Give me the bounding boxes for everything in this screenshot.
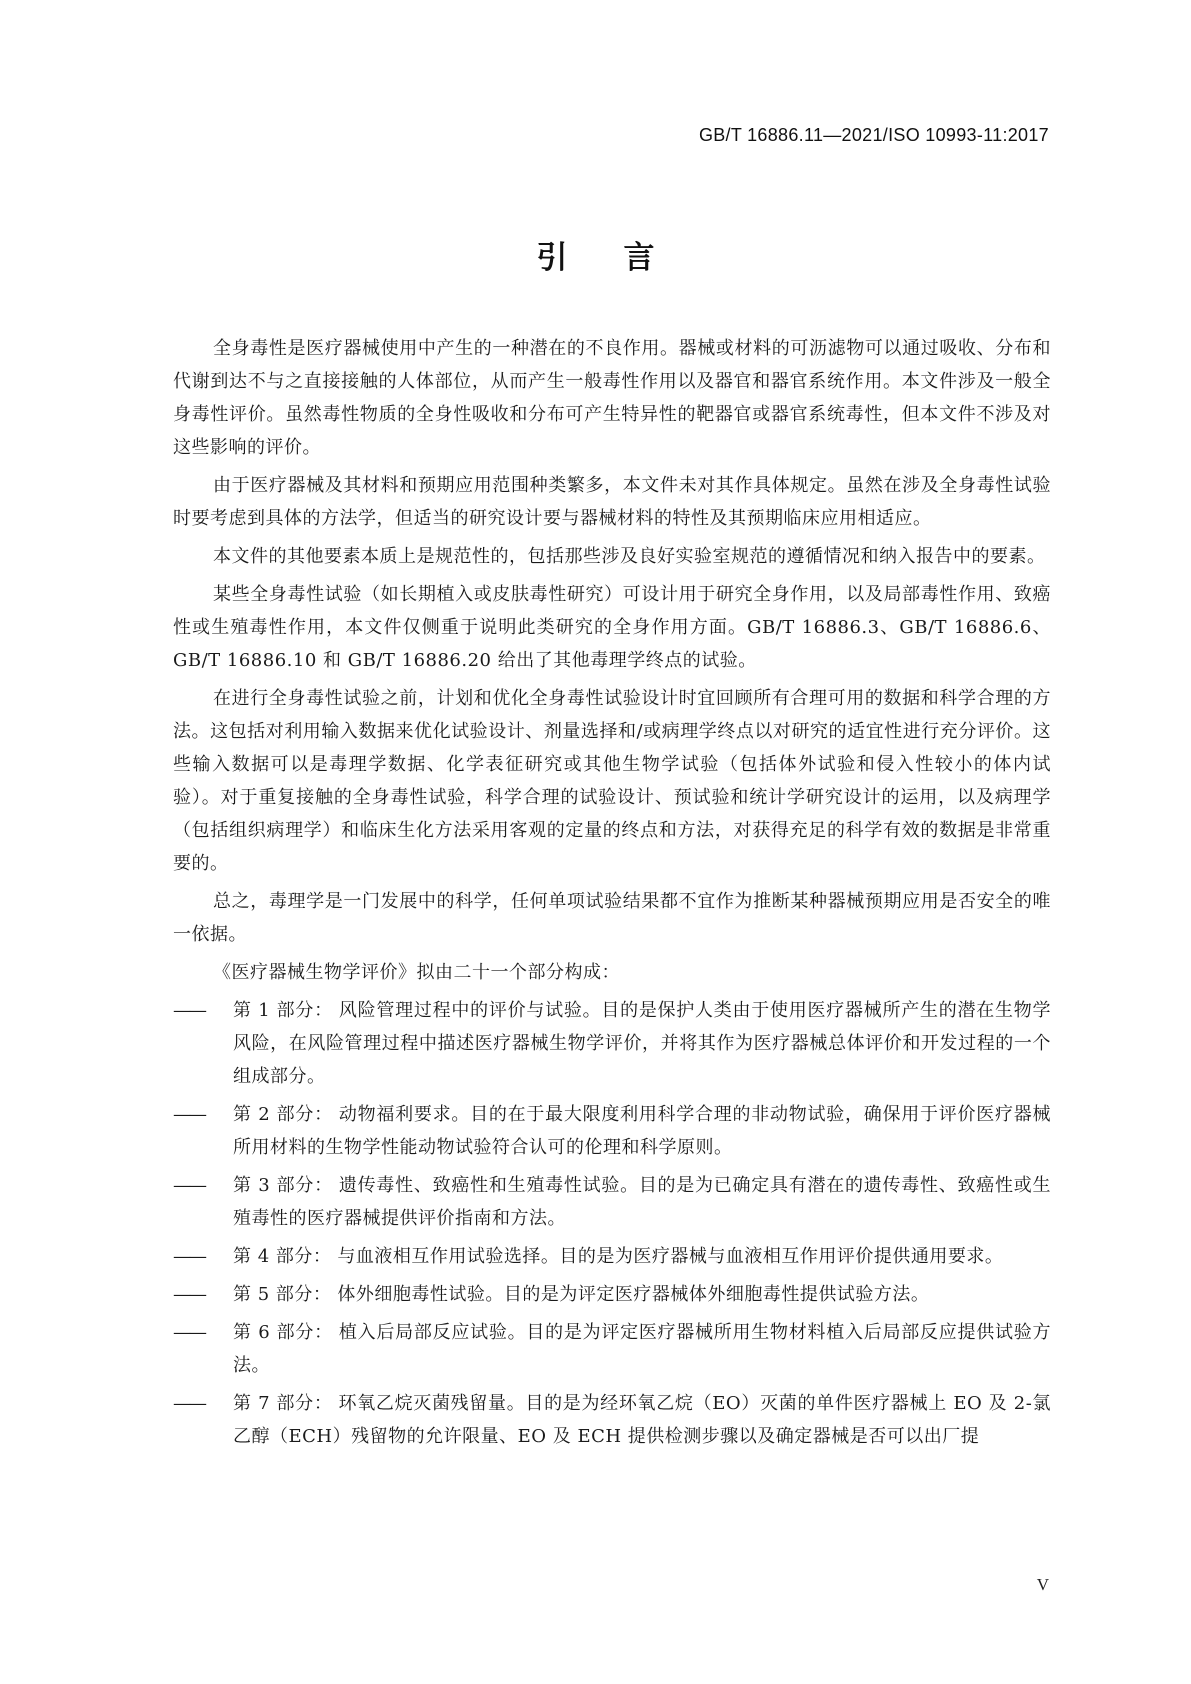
dash-marker: —— — [173, 1322, 205, 1343]
paragraph: 本文件的其他要素本质上是规范性的，包括那些涉及良好实验室规范的遵循情况和纳入报告中的要素。 — [213, 546, 1046, 567]
part-description: 与血液相互作用试验选择。目的是为医疗器械与血液相互作用评价提供通用要求。 — [337, 1246, 1004, 1267]
list-item-part-7 — [173, 1387, 1051, 1453]
part-description: 遗传毒性、致癌性和生殖毒性试验。目的是为已确定具有潜在的遗传毒性、致癌性或生殖毒性的医疗器械提供评价指南和方法。 — [233, 1175, 1051, 1229]
dash-marker: —— — [173, 1000, 205, 1021]
part-label: 第 1 部分： — [233, 1000, 333, 1021]
part-label: 第 4 部分： — [233, 1246, 332, 1267]
list-item-part-1 — [173, 994, 1051, 1093]
list-item-part-5 — [173, 1278, 1051, 1311]
paragraph: 在进行全身毒性试验之前，计划和优化全身毒性试验设计时宜回顾所有合理可用的数据和科学合理的方法。这包括对利用输入数据来优化试验设计、剂量选择和/或病理学终点以对研究的适宜性进行充分评价。这些输入数据可以是毒理学数据、化学表征研究或其他生物学试验（包括体外试验和侵入性较小的体内试验）。对于重复接触的全身毒性试验，科学合理的试验设计、预试验和统计学研究设计的运用，以及病理学（包括组织病理学）和临床生化方法采用客观的定量的终点和方法，对获得充足的科学有效的数据是非常重要的。 — [173, 688, 1051, 874]
paragraph: 由于医疗器械及其材料和预期应用范围种类繁多，本文件未对其作具体规定。虽然在涉及全身毒性试验时要考虑到具体的方法学，但适当的研究设计要与器械材料的特性及其预期临床应用相适应。 — [173, 475, 1051, 529]
part-label: 第 5 部分： — [233, 1284, 332, 1305]
page-number: V — [1036, 1575, 1049, 1594]
list-item-part-6 — [173, 1316, 1051, 1382]
part-label: 第 2 部分： — [233, 1104, 333, 1125]
part-label: 第 7 部分： — [233, 1393, 333, 1414]
parts-intro: 《医疗器械生物学评价》拟由二十一个部分构成： — [213, 962, 620, 983]
dash-marker: —— — [173, 1284, 205, 1305]
list-item-part-3 — [173, 1169, 1051, 1235]
section-title: 引言 — [536, 240, 711, 276]
dash-marker: —— — [173, 1104, 205, 1125]
part-description: 环氧乙烷灭菌残留量。目的是为经环氧乙烷（EO）灭菌的单件医疗器械上 EO 及 2-氯乙醇（ECH）残留物的允许限量、EO 及 ECH 提供检测步骤以及确定器械是否可以出厂提 — [233, 1393, 1051, 1447]
paragraph: 某些全身毒性试验（如长期植入或皮肤毒性研究）可设计用于研究全身作用，以及局部毒性作用、致癌性或生殖毒性作用，本文件仅侧重于说明此类研究的全身作用方面。GB/T 16886.3、GB/T 16886.6、GB/T 16886.10 和 GB/T 16886.20 给出了其他毒理学终点的试验。 — [173, 584, 1051, 671]
dash-marker: —— — [173, 1393, 205, 1414]
standard-number-header: GB/T 16886.11—2021/ISO 10993-11:2017 — [698, 125, 1049, 145]
part-label: 第 6 部分： — [233, 1322, 333, 1343]
dash-marker: —— — [173, 1246, 205, 1267]
part-description: 体外细胞毒性试验。目的是为评定医疗器械体外细胞毒性提供试验方法。 — [337, 1284, 930, 1305]
part-description: 风险管理过程中的评价与试验。目的是保护人类由于使用医疗器械所产生的潜在生物学风险，在风险管理过程中描述医疗器械生物学评价，并将其作为医疗器械总体评价和开发过程的一个组成部分。 — [233, 1000, 1051, 1087]
part-label: 第 3 部分： — [233, 1175, 333, 1196]
body-text — [173, 332, 1051, 1458]
paragraph: 总之，毒理学是一门发展中的科学，任何单项试验结果都不宜作为推断某种器械预期应用是否安全的唯一依据。 — [173, 891, 1051, 945]
part-description: 动物福利要求。目的在于最大限度利用科学合理的非动物试验，确保用于评价医疗器械所用材料的生物学性能动物试验符合认可的伦理和科学原则。 — [233, 1104, 1051, 1158]
part-description: 植入后局部反应试验。目的是为评定医疗器械所用生物材料植入后局部反应提供试验方法。 — [233, 1322, 1051, 1376]
list-item-part-2 — [173, 1098, 1051, 1164]
paragraph: 全身毒性是医疗器械使用中产生的一种潜在的不良作用。器械或材料的可沥滤物可以通过吸收、分布和代谢到达不与之直接接触的人体部位，从而产生一般毒性作用以及器官和器官系统作用。本文件涉及一般全身毒性评价。虽然毒性物质的全身性吸收和分布可产生特异性的靶器官或器官系统毒性，但本文件不涉及对这些影响的评价。 — [173, 338, 1051, 458]
list-item-part-4 — [173, 1240, 1051, 1273]
dash-marker: —— — [173, 1175, 205, 1196]
